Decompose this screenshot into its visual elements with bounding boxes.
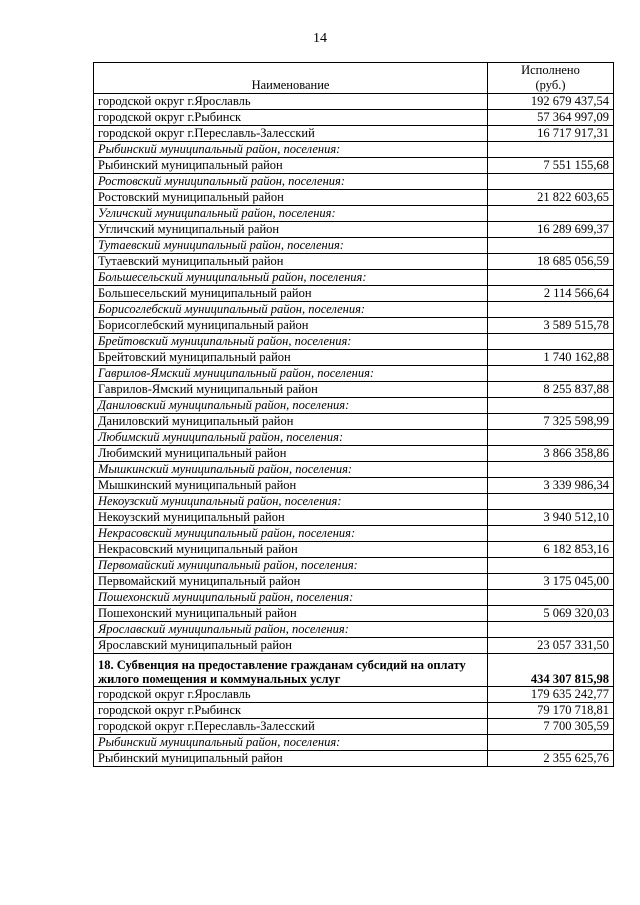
subhead-row	[94, 174, 614, 190]
table-row	[94, 687, 614, 703]
table-row	[94, 190, 614, 206]
row-value	[488, 398, 614, 414]
header-name: Наименование	[94, 63, 488, 94]
row-value: 21 822 603,65	[488, 190, 614, 206]
row-name: городской округ г.Ярославль	[94, 687, 488, 703]
row-name: Пошехонский муниципальный район	[94, 606, 488, 622]
subhead-row	[94, 735, 614, 751]
row-name: Рыбинский муниципальный район	[94, 751, 488, 767]
row-value: 57 364 997,09	[488, 110, 614, 126]
row-value: 18 685 056,59	[488, 254, 614, 270]
row-value	[488, 526, 614, 542]
row-name: Мышкинский муниципальный район	[94, 478, 488, 494]
table-row	[94, 222, 614, 238]
row-name: Некрасовский муниципальный район, поселения:	[94, 526, 488, 542]
table-header-row	[94, 63, 614, 94]
table-row	[94, 126, 614, 142]
table-row	[94, 638, 614, 654]
table-row	[94, 110, 614, 126]
row-value	[488, 174, 614, 190]
subhead-row	[94, 398, 614, 414]
row-name: Некоузский муниципальный район, поселения:	[94, 494, 488, 510]
row-name: городской округ г.Переславль-Залесский	[94, 719, 488, 735]
subhead-row	[94, 590, 614, 606]
row-name: Гаврилов-Ямский муниципальный район	[94, 382, 488, 398]
table-row	[94, 350, 614, 366]
row-name: Угличский муниципальный район	[94, 222, 488, 238]
row-name: Ростовский муниципальный район, поселения:	[94, 174, 488, 190]
row-value: 3 866 358,86	[488, 446, 614, 462]
row-value: 434 307 815,98	[488, 654, 614, 687]
table-row	[94, 446, 614, 462]
row-value	[488, 238, 614, 254]
row-name: Пошехонский муниципальный район, поселения:	[94, 590, 488, 606]
page-number: 14	[313, 31, 327, 46]
table-row	[94, 318, 614, 334]
row-name: Большесельский муниципальный район, поселения:	[94, 270, 488, 286]
row-value	[488, 494, 614, 510]
row-name: Некоузский муниципальный район	[94, 510, 488, 526]
table-row	[94, 158, 614, 174]
row-value: 2 355 625,76	[488, 751, 614, 767]
subhead-row	[94, 526, 614, 542]
row-name: Борисоглебский муниципальный район, поселения:	[94, 302, 488, 318]
table-row	[94, 574, 614, 590]
subhead-row	[94, 302, 614, 318]
row-name: 18. Субвенция на предоставление гражданам субсидий на оплату жилого помещения и коммунальных услуг	[94, 654, 488, 687]
row-value: 7 700 305,59	[488, 719, 614, 735]
row-value: 7 325 598,99	[488, 414, 614, 430]
row-name: Угличский муниципальный район, поселения:	[94, 206, 488, 222]
row-name: Любимский муниципальный район, поселения:	[94, 430, 488, 446]
row-value: 7 551 155,68	[488, 158, 614, 174]
subhead-row	[94, 430, 614, 446]
header-value	[488, 63, 614, 94]
row-name: городской округ г.Ярославль	[94, 94, 488, 110]
table-row	[94, 414, 614, 430]
row-name: Брейтовский муниципальный район, поселения:	[94, 334, 488, 350]
row-value: 3 940 512,10	[488, 510, 614, 526]
header-value-line1: Исполнено	[521, 63, 580, 77]
row-value: 16 717 917,31	[488, 126, 614, 142]
subhead-row	[94, 494, 614, 510]
row-value: 5 069 320,03	[488, 606, 614, 622]
row-value	[488, 206, 614, 222]
table-row	[94, 382, 614, 398]
row-value: 3 175 045,00	[488, 574, 614, 590]
row-name: Мышкинский муниципальный район, поселения:	[94, 462, 488, 478]
row-value	[488, 302, 614, 318]
row-name: городской округ г.Рыбинск	[94, 110, 488, 126]
row-value: 2 114 566,64	[488, 286, 614, 302]
subhead-row	[94, 142, 614, 158]
row-value: 23 057 331,50	[488, 638, 614, 654]
row-value: 3 339 986,34	[488, 478, 614, 494]
row-value: 79 170 718,81	[488, 703, 614, 719]
row-name: Рыбинский муниципальный район, поселения:	[94, 142, 488, 158]
subhead-row	[94, 334, 614, 350]
row-value	[488, 430, 614, 446]
row-value	[488, 735, 614, 751]
row-value	[488, 622, 614, 638]
row-name: Любимский муниципальный район	[94, 446, 488, 462]
subhead-row	[94, 238, 614, 254]
row-name: городской округ г.Рыбинск	[94, 703, 488, 719]
row-name: Даниловский муниципальный район	[94, 414, 488, 430]
row-value: 16 289 699,37	[488, 222, 614, 238]
table-row	[94, 542, 614, 558]
section-row	[94, 654, 614, 687]
subhead-row	[94, 206, 614, 222]
table-row	[94, 478, 614, 494]
table-row	[94, 286, 614, 302]
row-value	[488, 142, 614, 158]
row-name: Гаврилов-Ямский муниципальный район, поселения:	[94, 366, 488, 382]
row-name: Даниловский муниципальный район, поселения:	[94, 398, 488, 414]
row-name: городской округ г.Переславль-Залесский	[94, 126, 488, 142]
subhead-row	[94, 366, 614, 382]
row-name: Рыбинский муниципальный район	[94, 158, 488, 174]
row-value	[488, 270, 614, 286]
subhead-row	[94, 622, 614, 638]
expenditure-table	[93, 62, 614, 767]
row-name: Тутаевский муниципальный район	[94, 254, 488, 270]
row-value: 179 635 242,77	[488, 687, 614, 703]
row-name: Ростовский муниципальный район	[94, 190, 488, 206]
row-name: Первомайский муниципальный район	[94, 574, 488, 590]
row-name: Первомайский муниципальный район, поселения:	[94, 558, 488, 574]
row-name: Некрасовский муниципальный район	[94, 542, 488, 558]
row-name: Брейтовский муниципальный район	[94, 350, 488, 366]
row-value: 1 740 162,88	[488, 350, 614, 366]
row-value: 192 679 437,54	[488, 94, 614, 110]
row-value	[488, 334, 614, 350]
subhead-row	[94, 462, 614, 478]
table-row	[94, 719, 614, 735]
table-row	[94, 254, 614, 270]
row-name: Ярославский муниципальный район, поселения:	[94, 622, 488, 638]
table-row	[94, 510, 614, 526]
row-value: 6 182 853,16	[488, 542, 614, 558]
table-row	[94, 606, 614, 622]
header-value-line2: (руб.)	[535, 78, 566, 92]
row-value	[488, 462, 614, 478]
row-name: Борисоглебский муниципальный район	[94, 318, 488, 334]
row-value	[488, 590, 614, 606]
row-value	[488, 366, 614, 382]
subhead-row	[94, 270, 614, 286]
row-value: 3 589 515,78	[488, 318, 614, 334]
row-value	[488, 558, 614, 574]
table-row	[94, 94, 614, 110]
row-name: Ярославский муниципальный район	[94, 638, 488, 654]
subhead-row	[94, 558, 614, 574]
row-name: Большесельский муниципальный район	[94, 286, 488, 302]
row-value: 8 255 837,88	[488, 382, 614, 398]
row-name: Рыбинский муниципальный район, поселения:	[94, 735, 488, 751]
table-row	[94, 703, 614, 719]
row-name: Тутаевский муниципальный район, поселения:	[94, 238, 488, 254]
table-row	[94, 751, 614, 767]
